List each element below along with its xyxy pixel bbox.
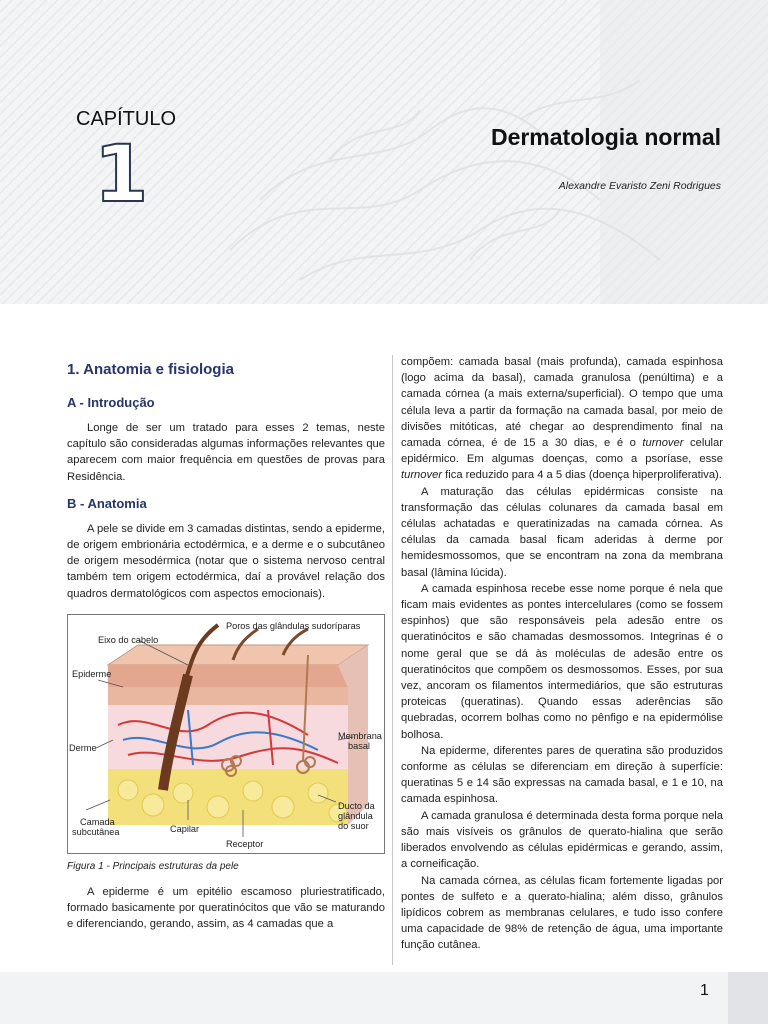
subsection-a-title: A - Introdução: [67, 395, 155, 410]
figure-label-epiderme: Epiderme: [72, 668, 112, 679]
chapter-number: 1: [94, 130, 149, 220]
figure-label-membrana-1: Membrana: [338, 730, 382, 741]
right-paragraph-4: Na epiderme, diferentes pares de queratina são produzidos conforme as células se diferenciam em direção à superfície: queratinas 5 e 14 são expressas na camada basal, e 1 e 10, na camada espinhosa.: [401, 744, 723, 806]
figure-label-poros: Poros das glândulas sudoríparas: [226, 620, 361, 631]
figure-label-ducto-2: glândula: [338, 810, 373, 821]
figure-label-ducto-1: Ducto da: [338, 800, 375, 811]
page-number: 1: [700, 982, 709, 999]
figure-caption: Figura 1 - Principais estruturas da pele: [67, 860, 239, 872]
figure-label-receptor: Receptor: [226, 838, 264, 849]
right-paragraph-1: compõem: camada basal (mais profunda), camada espinhosa (logo acima da basal), camada granulosa (penúltima) e a camada córnea (a mais externa/superficial). O tempo que uma célula leva a partir da formação na camada basal, por meio de divisões mitóticas, até chegar ao desprendimento final na camada córnea, é de 15 a 30 dias, e é o turnover celular epidérmico. Em algumas doenças, como a psoríase, esse turnover fica reduzido para 4 a 5 dias (doença hiperproliferativa).: [401, 356, 723, 482]
skin-cross-section-illustration: [68, 615, 384, 853]
footer-side-block: [728, 972, 768, 1024]
section-title: 1. Anatomia e fisiologia: [67, 361, 234, 378]
subsection-a-paragraph: Longe de ser um tratado para esses 2 temas, neste capítulo são consideradas algumas informações relevantes que aparecem com maior frequência em questões de provas para Residência.: [67, 422, 385, 483]
figure-label-camada-1: Camada: [80, 816, 115, 827]
subsection-b-title: B - Anatomia: [67, 495, 147, 511]
chapter-label: CAPÍTULO: [76, 108, 177, 130]
right-paragraph-2: A maturação das células epidérmicas consiste na transformação das células colunares da camada basal em células achatadas e queratinizadas na camada córnea. As células da camada basal ficam aderidas à derme por hemidesmossomos, que se encontram na zona da membrana basal (lâmina lúcida).: [401, 485, 723, 579]
right-paragraph-3: A camada espinhosa recebe esse nome porque é nela que ficam mais evidentes as pontes intercelulares (como se fossem espinhos) que são responsáveis pela adesão entre os queratinócitos e são chamadas desmossomos. Integrinas é o nome geral que se dá às moléculas de adesão entre os queratinócitos que compõem os desmossomos. Esses, por sua vez, ancoram os filamentos intermediários, que são estruturas proteicas (queratinas). Quando essas aderências são quebradas, ocorrem bolhas como no pênfigo e na epidermólise bolhosa.: [401, 582, 723, 741]
left-column: [67, 360, 385, 932]
subsection-b-paragraph: A pele se divide em 3 camadas distintas, sendo a epiderme, de origem embrionária ectodérmica, e a derme e o subcutâneo de origem mesodérmica (notar que o sistema nervoso central também tem origem ectodérmica, daí a provável relação dos quadros dermatológicos com aspectos emocionais).: [67, 522, 385, 600]
figure-label-eixo: Eixo do cabelo: [98, 634, 159, 645]
right-paragraph-5: A camada granulosa é determinada desta forma porque nela são mais visíveis os grânulos de querato-hialina que serão liberados envolvendo as células epidérmicas e gerando, assim, a corneificação.: [401, 809, 723, 871]
figure-label-capilar: Capilar: [170, 823, 200, 834]
after-figure-paragraph: A epiderme é um epitélio escamoso pluriestratificado, formado basicamente por queratinócitos que vão se maturando e diferenciando, gerando, assim, as 4 camadas que a: [67, 885, 385, 931]
footer-band: [0, 972, 768, 1024]
figure-label-camada-2: subcutânea: [72, 826, 120, 837]
figure-label-membrana-2: basal: [348, 740, 370, 751]
right-column: [401, 354, 723, 954]
page-title: Dermatologia normal: [490, 124, 721, 150]
skin-structure-figure: [67, 614, 385, 854]
column-divider: [392, 355, 393, 965]
figure-label-ducto-3: do suor: [338, 820, 369, 831]
figure-label-derme: Derme: [69, 742, 97, 753]
right-paragraph-6: Na camada córnea, as células ficam fortemente ligadas por pontes de sulfeto e a querato-hialina; além disso, grânulos lipídicos cobrem as membranas celulares, e tudo isso confere uma capacidade de 98% de retenção de água, uma importante função cutânea.: [401, 874, 723, 952]
author-name: Alexandre Evaristo Zeni Rodrigues: [558, 180, 721, 192]
